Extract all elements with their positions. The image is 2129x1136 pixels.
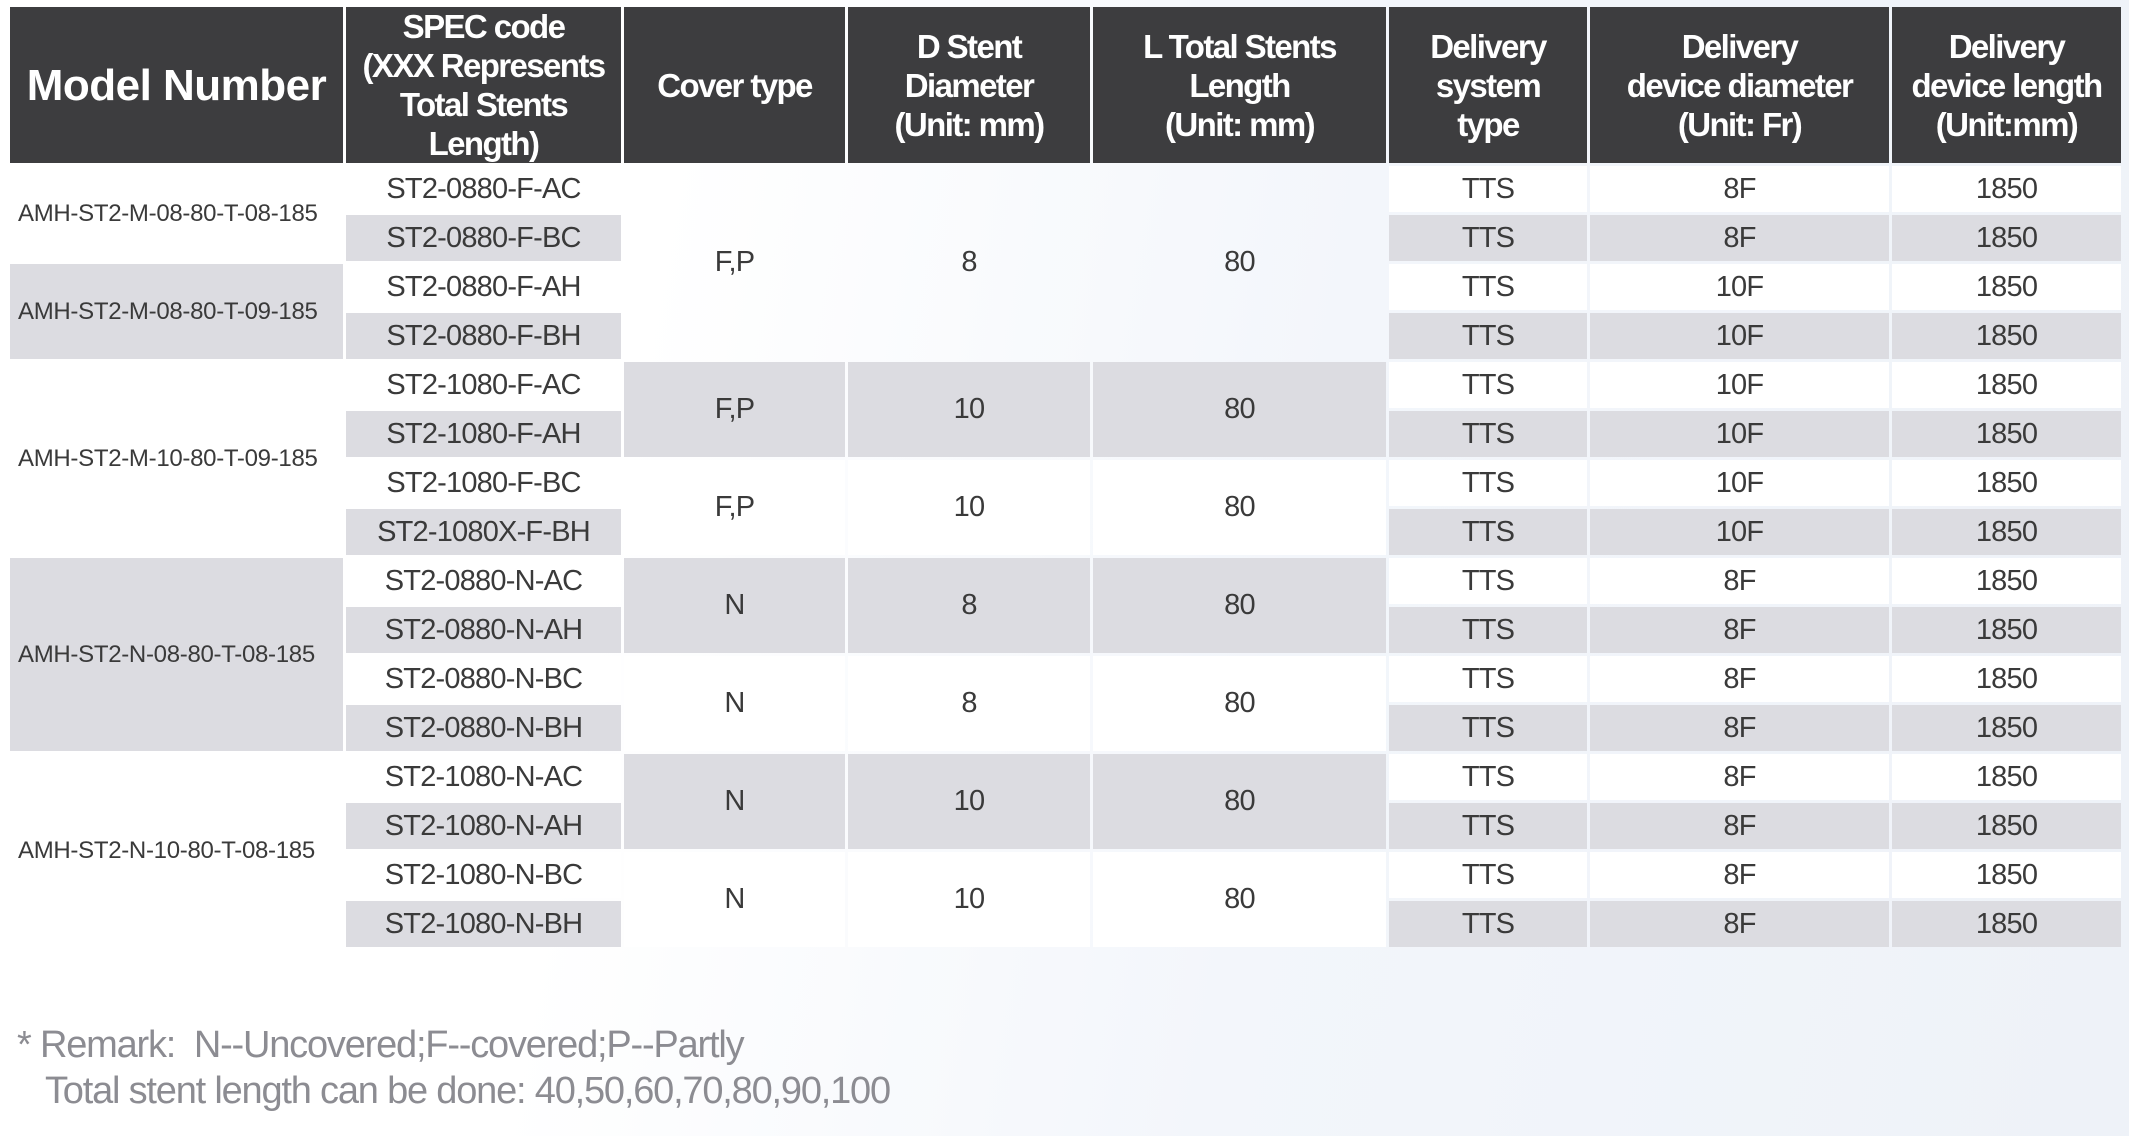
diameter-cell: 8 <box>961 246 977 278</box>
length-cell: 80 <box>1093 558 1386 653</box>
device-length-cell: 1850 <box>1892 460 2121 506</box>
table-row <box>10 558 2121 604</box>
spec-code-cell: ST2-0880-F-AH <box>346 264 621 310</box>
device-length-cell: 1850 <box>1892 901 2121 947</box>
delivery-type-cell: TTS <box>1389 509 1587 555</box>
spec-code-cell: ST2-0880-N-BH <box>346 705 621 751</box>
spec-code-cell: ST2-0880-N-AH <box>346 607 621 653</box>
table-row <box>10 362 2121 408</box>
delivery-type-cell: TTS <box>1389 705 1587 751</box>
header-model-number: Model Number <box>10 7 343 163</box>
delivery-type-cell: TTS <box>1389 362 1587 408</box>
delivery-type-cell: TTS <box>1389 313 1587 359</box>
device-diameter-cell: 8F <box>1590 852 1889 898</box>
diameter-cell: 10 <box>848 852 1090 947</box>
table-row <box>10 166 2121 212</box>
delivery-type-cell: TTS <box>1389 901 1587 947</box>
device-diameter-cell: 8F <box>1590 705 1889 751</box>
remark-note <box>17 1022 890 1114</box>
device-length-cell: 1850 <box>1892 313 2121 359</box>
cover-type-cell: F,P <box>624 460 845 555</box>
spec-code-cell: ST2-1080-N-BC <box>346 852 621 898</box>
device-length-cell: 1850 <box>1892 411 2121 457</box>
model-number-cell: AMH-ST2-M-08-80-T-08-185 <box>10 166 343 261</box>
model-number-cell: AMH-ST2-M-10-80-T-09-185 <box>10 362 343 555</box>
spec-code-cell: ST2-0880-N-BC <box>346 656 621 702</box>
device-length-cell: 1850 <box>1892 705 2121 751</box>
spec-code-cell: ST2-1080-F-AH <box>346 411 621 457</box>
header-delivery-device-diameter: Delivery device diameter (Unit: Fr) <box>1590 7 1889 163</box>
delivery-type-cell: TTS <box>1389 754 1587 800</box>
cover-type-cell: F,P <box>624 362 845 457</box>
length-cell: 80 <box>1093 754 1386 849</box>
device-length-cell: 1850 <box>1892 754 2121 800</box>
table-header-row <box>10 7 2121 163</box>
device-diameter-cell: 8F <box>1590 166 1889 212</box>
device-diameter-cell: 10F <box>1590 264 1889 310</box>
device-length-cell: 1850 <box>1892 166 2121 212</box>
delivery-type-cell: TTS <box>1389 656 1587 702</box>
device-length-cell: 1850 <box>1892 264 2121 310</box>
delivery-type-cell: TTS <box>1389 411 1587 457</box>
cover-type-cell: N <box>624 754 845 849</box>
device-diameter-cell: 10F <box>1590 313 1889 359</box>
device-diameter-cell: 8F <box>1590 803 1889 849</box>
header-stent-length: L Total Stents Length (Unit: mm) <box>1093 7 1386 163</box>
header-delivery-system-type: Delivery system type <box>1389 7 1587 163</box>
cover-type-cell: N <box>624 852 845 947</box>
spec-code-cell: ST2-1080-N-AH <box>346 803 621 849</box>
device-length-cell: 1850 <box>1892 362 2121 408</box>
device-length-cell: 1850 <box>1892 215 2121 261</box>
header-spec-code: SPEC code (XXX Represents Total Stents Length) <box>346 7 621 163</box>
delivery-type-cell: TTS <box>1389 166 1587 212</box>
device-diameter-cell: 8F <box>1590 656 1889 702</box>
device-diameter-cell: 10F <box>1590 362 1889 408</box>
diameter-cell: 10 <box>848 754 1090 849</box>
spec-code-cell: ST2-0880-F-BH <box>346 313 621 359</box>
length-cell: 80 <box>1093 362 1386 457</box>
diameter-cell: 8 <box>848 558 1090 653</box>
remark-line-1: * Remark: N--Uncovered;F--covered;P--Partly <box>17 1024 744 1066</box>
delivery-type-cell: TTS <box>1389 558 1587 604</box>
device-length-cell: 1850 <box>1892 852 2121 898</box>
length-cell: 80 <box>1093 460 1386 555</box>
spec-code-cell: ST2-1080-F-BC <box>346 460 621 506</box>
device-diameter-cell: 8F <box>1590 901 1889 947</box>
delivery-type-cell: TTS <box>1389 264 1587 310</box>
model-number-cell: AMH-ST2-M-08-80-T-09-185 <box>10 264 343 359</box>
diameter-cell: 10 <box>848 362 1090 457</box>
spec-code-cell: ST2-1080-N-AC <box>346 754 621 800</box>
device-length-cell: 1850 <box>1892 509 2121 555</box>
device-diameter-cell: 10F <box>1590 460 1889 506</box>
remark-line-2: Total stent length can be done: 40,50,60,70,80,90,100 <box>45 1070 890 1112</box>
device-length-cell: 1850 <box>1892 558 2121 604</box>
spec-code-cell: ST2-0880-F-AC <box>346 166 621 212</box>
cover-type-cell: F,P <box>714 246 755 278</box>
delivery-type-cell: TTS <box>1389 803 1587 849</box>
model-number-cell: AMH-ST2-N-10-80-T-08-185 <box>10 754 343 947</box>
cover-type-cell: N <box>624 558 845 653</box>
spec-code-cell: ST2-1080X-F-BH <box>346 509 621 555</box>
diameter-cell: 10 <box>848 460 1090 555</box>
device-diameter-cell: 8F <box>1590 215 1889 261</box>
spec-code-cell: ST2-1080-F-AC <box>346 362 621 408</box>
device-diameter-cell: 8F <box>1590 754 1889 800</box>
header-cover-type: Cover type <box>624 7 845 163</box>
delivery-type-cell: TTS <box>1389 215 1587 261</box>
table-row <box>10 754 2121 800</box>
device-length-cell: 1850 <box>1892 803 2121 849</box>
delivery-type-cell: TTS <box>1389 852 1587 898</box>
device-length-cell: 1850 <box>1892 656 2121 702</box>
diameter-cell: 8 <box>848 656 1090 751</box>
header-delivery-device-length: Delivery device length (Unit:mm) <box>1892 7 2121 163</box>
spec-code-cell: ST2-0880-N-AC <box>346 558 621 604</box>
device-diameter-cell: 10F <box>1590 411 1889 457</box>
model-number-cell: AMH-ST2-N-08-80-T-08-185 <box>10 558 343 751</box>
length-cell: 80 <box>1093 656 1386 751</box>
device-diameter-cell: 8F <box>1590 607 1889 653</box>
spec-code-cell: ST2-1080-N-BH <box>346 901 621 947</box>
device-diameter-cell: 8F <box>1590 558 1889 604</box>
device-length-cell: 1850 <box>1892 607 2121 653</box>
product-spec-table <box>7 4 2124 950</box>
delivery-type-cell: TTS <box>1389 460 1587 506</box>
length-cell: 80 <box>1093 852 1386 947</box>
header-stent-diameter: D Stent Diameter (Unit: mm) <box>848 7 1090 163</box>
cover-type-cell: N <box>624 656 845 751</box>
delivery-type-cell: TTS <box>1389 607 1587 653</box>
spec-code-cell: ST2-0880-F-BC <box>346 215 621 261</box>
length-cell: 80 <box>1224 246 1255 278</box>
device-diameter-cell: 10F <box>1590 509 1889 555</box>
